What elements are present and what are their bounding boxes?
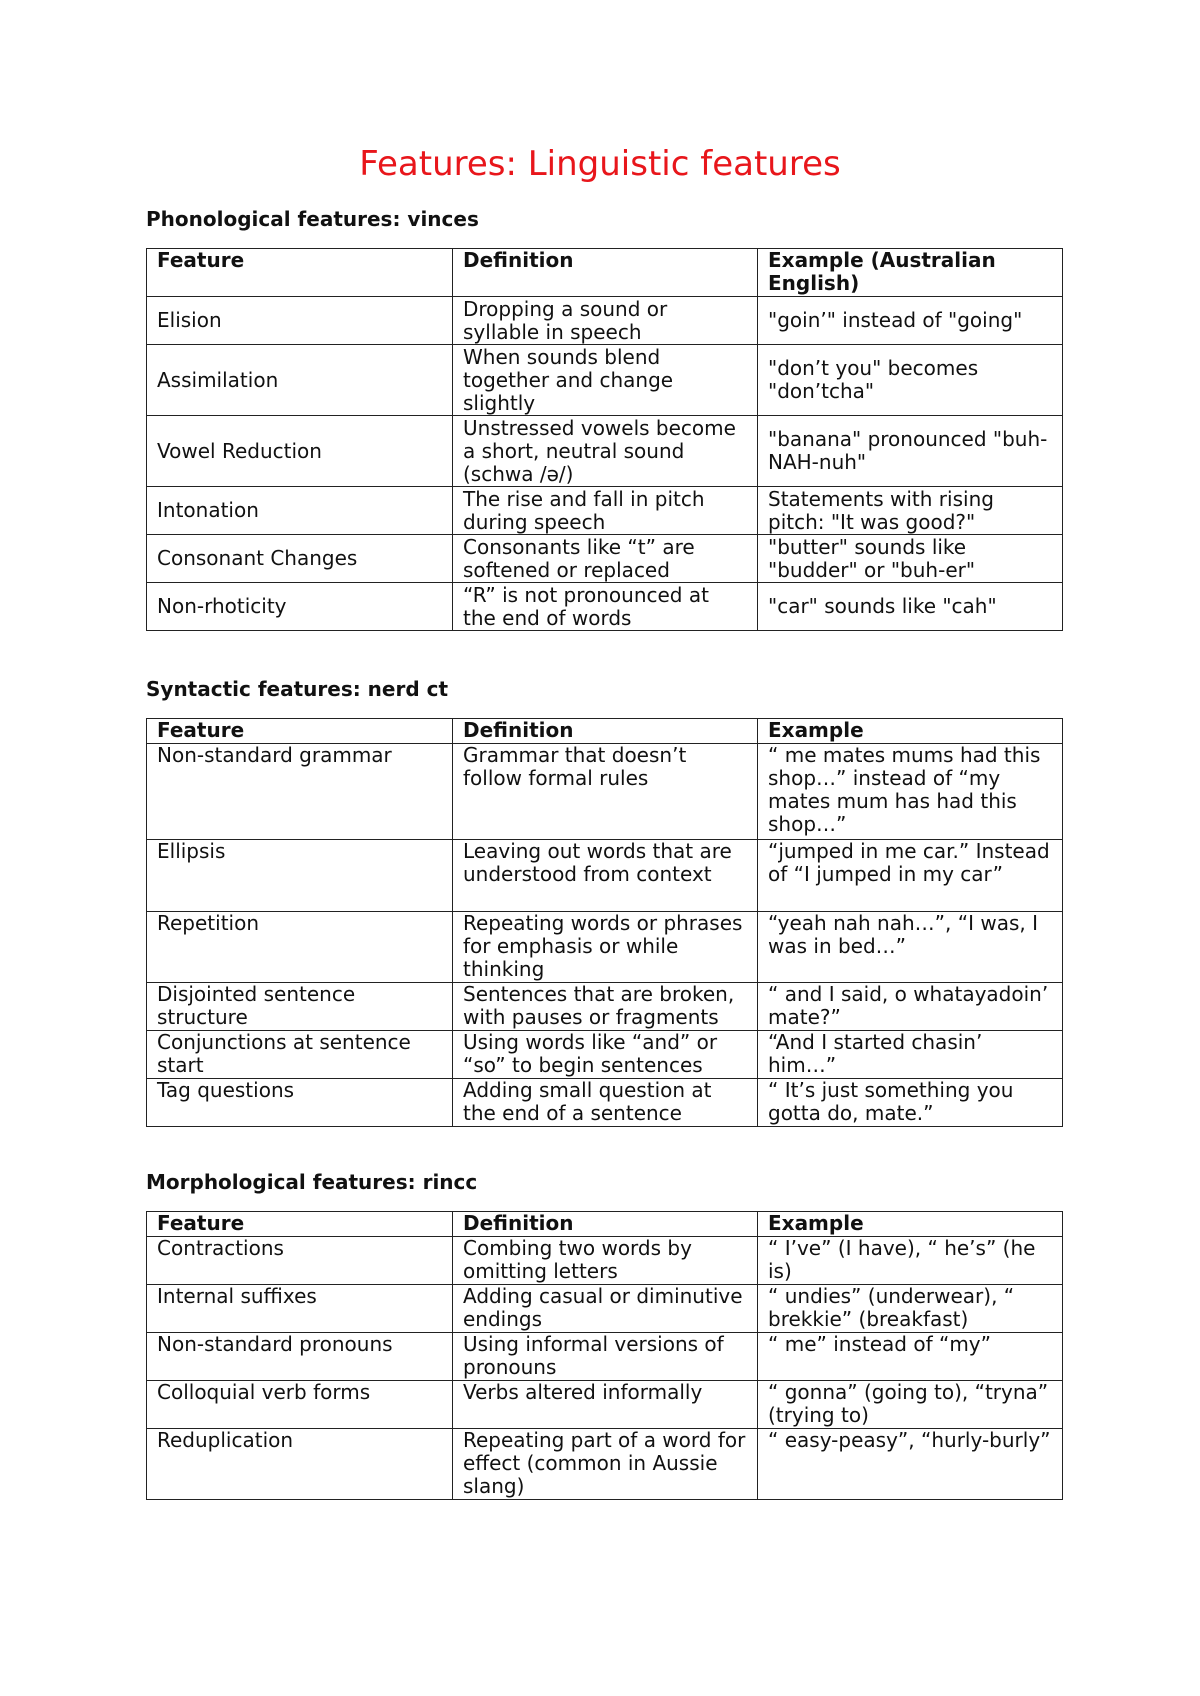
header-cell: Feature (147, 249, 453, 297)
table-row (147, 1285, 1063, 1333)
table-row (147, 1381, 1063, 1429)
table-cell: Dropping a sound or syllable in speech (453, 297, 758, 345)
table-cell: Tag questions (147, 1079, 453, 1127)
table-cell: Using words like “and” or “so” to begin sentences (453, 1031, 758, 1079)
table-cell: “ and I said, o whatayadoin’ mate?” (758, 983, 1063, 1031)
table-row (147, 345, 1063, 416)
table-header-row (147, 1212, 1063, 1237)
table-cell: Unstressed vowels become a short, neutral sound (schwa /ə/) (453, 416, 758, 487)
table-cell: Ellipsis (147, 840, 453, 912)
section-heading-morphological: Morphological features: rincc (146, 1170, 478, 1194)
header-cell: Feature (147, 1212, 453, 1237)
table-cell: “yeah nah nah…”, “I was, I was in bed…” (758, 912, 1063, 983)
table-header-row (147, 719, 1063, 744)
header-cell: Example (Australian English) (758, 249, 1063, 297)
section-heading-syntactic: Syntactic features: nerd ct (146, 677, 449, 701)
table-cell: Contractions (147, 1237, 453, 1285)
table-cell: Combing two words by omitting letters (453, 1237, 758, 1285)
table-cell: Consonant Changes (147, 535, 453, 583)
table-cell: Disjointed sentence structure (147, 983, 453, 1031)
table-cell: "banana" pronounced "buh-NAH-nuh" (758, 416, 1063, 487)
table-cell: Using informal versions of pronouns (453, 1333, 758, 1381)
table-row (147, 840, 1063, 912)
section-heading-phonological: Phonological features: vinces (146, 207, 479, 231)
header-cell: Definition (453, 1212, 758, 1237)
table-cell: “jumped in me car.” Instead of “I jumped in my car” (758, 840, 1063, 912)
morphological-table (146, 1211, 1063, 1500)
table-row (147, 744, 1063, 840)
table-cell: Colloquial verb forms (147, 1381, 453, 1429)
table-row (147, 912, 1063, 983)
table-cell: Consonants like “t” are softened or replaced (453, 535, 758, 583)
table-row (147, 1031, 1063, 1079)
table-row (147, 983, 1063, 1031)
header-cell: Feature (147, 719, 453, 744)
table-cell: Statements with rising pitch: "It was good?" (758, 487, 1063, 535)
header-cell: Example (758, 719, 1063, 744)
syntactic-table (146, 718, 1063, 1127)
table-cell: Adding small question at the end of a sentence (453, 1079, 758, 1127)
table-cell: Leaving out words that are understood from context (453, 840, 758, 912)
table-cell: Repetition (147, 912, 453, 983)
table-row (147, 1333, 1063, 1381)
table-cell: “ It’s just something you gotta do, mate.” (758, 1079, 1063, 1127)
table-cell: “ I’ve” (I have), “ he’s” (he is) (758, 1237, 1063, 1285)
table-cell: Sentences that are broken, with pauses or fragments (453, 983, 758, 1031)
table-row (147, 416, 1063, 487)
table-header-row (147, 249, 1063, 297)
table-cell: Adding casual or diminutive endings (453, 1285, 758, 1333)
table-row (147, 535, 1063, 583)
table-cell: Intonation (147, 487, 453, 535)
table-cell: “ undies” (underwear), “ brekkie” (breakfast) (758, 1285, 1063, 1333)
table-cell: The rise and fall in pitch during speech (453, 487, 758, 535)
table-cell: Reduplication (147, 1429, 453, 1500)
header-cell: Definition (453, 249, 758, 297)
table-cell: “ me mates mums had this shop…” instead of “my mates mum has had this shop…” (758, 744, 1063, 840)
table-row (147, 1429, 1063, 1500)
table-cell: When sounds blend together and change slightly (453, 345, 758, 416)
table-cell: “R” is not pronounced at the end of words (453, 583, 758, 631)
table-cell: Conjunctions at sentence start (147, 1031, 453, 1079)
page-title: Features: Linguistic features (359, 144, 841, 184)
table-cell: Verbs altered informally (453, 1381, 758, 1429)
table-row (147, 487, 1063, 535)
table-cell: "car" sounds like "cah" (758, 583, 1063, 631)
table-cell: Repeating words or phrases for emphasis or while thinking (453, 912, 758, 983)
table-row (147, 297, 1063, 345)
table-cell: "butter" sounds like "budder" or "buh-er" (758, 535, 1063, 583)
table-row (147, 1237, 1063, 1285)
table-row (147, 583, 1063, 631)
header-cell: Example (758, 1212, 1063, 1237)
table-cell: “ gonna” (going to), “tryna” (trying to) (758, 1381, 1063, 1429)
table-cell: Non-rhoticity (147, 583, 453, 631)
table-cell: Non-standard pronouns (147, 1333, 453, 1381)
phonological-table (146, 248, 1063, 631)
table-cell: Grammar that doesn’t follow formal rules (453, 744, 758, 840)
table-cell: Vowel Reduction (147, 416, 453, 487)
table-cell: Non-standard grammar (147, 744, 453, 840)
table-cell: Elision (147, 297, 453, 345)
table-cell: "goin’" instead of "going" (758, 297, 1063, 345)
header-cell: Definition (453, 719, 758, 744)
table-cell: Internal suffixes (147, 1285, 453, 1333)
table-cell: Assimilation (147, 345, 453, 416)
table-cell: Repeating part of a word for effect (common in Aussie slang) (453, 1429, 758, 1500)
table-row (147, 1079, 1063, 1127)
table-cell: "don’t you" becomes "don’tcha" (758, 345, 1063, 416)
table-cell: “ me” instead of “my” (758, 1333, 1063, 1381)
table-cell: “ easy-peasy”, “hurly-burly” (758, 1429, 1063, 1500)
table-cell: “And I started chasin’ him…” (758, 1031, 1063, 1079)
